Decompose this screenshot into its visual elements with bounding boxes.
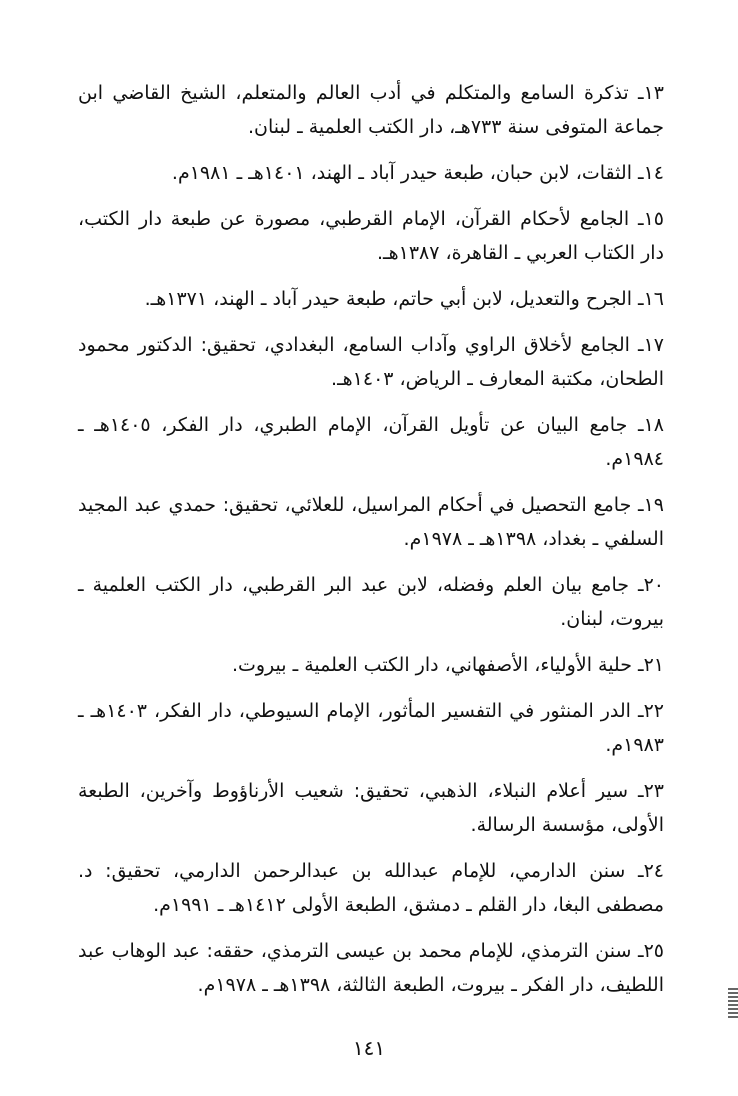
- reference-17: ١٧ـ الجامع لأخلاق الراوي وآداب السامع، البغدادي، تحقيق: الدكتور محمود الطحان، مكتبة المعارف ـ الرياض، ١٤٠٣هـ.: [78, 334, 664, 390]
- references-list: [78, 76, 664, 1014]
- page-edge-mark: [728, 988, 738, 1018]
- reference-21: ٢١ـ حلية الأولياء، الأصفهاني، دار الكتب العلمية ـ بيروت.: [231, 654, 664, 676]
- reference-18: ١٨ـ جامع البيان عن تأويل القرآن، الإمام الطبري، دار الفكر، ١٤٠٥هـ ـ ١٩٨٤م.: [78, 414, 664, 470]
- reference-24: ٢٤ـ سنن الدارمي، للإمام عبدالله بن عبدالرحمن الدارمي، تحقيق: د. مصطفى البغا، دار القلم ـ دمشق، الطبعة الأولى ١٤١٢هـ ـ ١٩٩١م.: [78, 860, 664, 916]
- page-number: ١٤١: [352, 1036, 386, 1060]
- reference-19: ١٩ـ جامع التحصيل في أحكام المراسيل، للعلائي، تحقيق: حمدي عبد المجيد السلفي ـ بغداد، ١٣٩٨هـ ـ ١٩٧٨م.: [78, 494, 664, 550]
- reference-14: ١٤ـ الثقات، لابن حبان، طبعة حيدر آباد ـ الهند، ١٤٠١هـ ـ ١٩٨١م.: [171, 162, 664, 184]
- reference-20: ٢٠ـ جامع بيان العلم وفضله، لابن عبد البر القرطبي، دار الكتب العلمية ـ بيروت، لبنان.: [78, 574, 664, 630]
- reference-16: ١٦ـ الجرح والتعديل، لابن أبي حاتم، طبعة حيدر آباد ـ الهند، ١٣٧١هـ.: [144, 288, 664, 310]
- reference-25: ٢٥ـ سنن الترمذي، للإمام محمد بن عيسى الترمذي، حققه: عبد الوهاب عبد اللطيف، دار الفكر ـ بيروت، الطبعة الثالثة، ١٣٩٨هـ ـ ١٩٧٨م.: [78, 940, 664, 996]
- reference-15: ١٥ـ الجامع لأحكام القرآن، الإمام القرطبي، مصورة عن طبعة دار الكتب، دار الكتاب العربي ـ القاهرة، ١٣٨٧هـ.: [78, 208, 664, 264]
- reference-13: ١٣ـ تذكرة السامع والمتكلم في أدب العالم والمتعلم، الشيخ القاضي ابن جماعة المتوفى سنة ٧٣٣هـ، دار الكتب العلمية ـ لبنان.: [78, 82, 664, 138]
- reference-23: ٢٣ـ سير أعلام النبلاء، الذهبي، تحقيق: شعيب الأرناؤوط وآخرين، الطبعة الأولى، مؤسسة الرسالة.: [78, 780, 664, 836]
- reference-22: ٢٢ـ الدر المنثور في التفسير المأثور، الإمام السيوطي، دار الفكر، ١٤٠٣هـ ـ ١٩٨٣م.: [78, 700, 664, 756]
